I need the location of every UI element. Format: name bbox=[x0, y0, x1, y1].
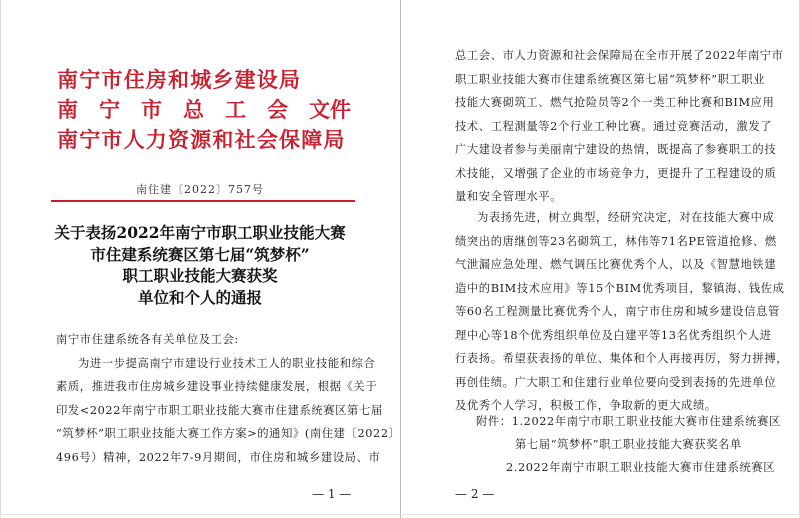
red-header-line bbox=[51, 200, 355, 202]
body-line: 总工会、市人力资源和社会保障局在全市开展了2022年南宁市 bbox=[455, 49, 784, 62]
document-number: 南住建〔2022〕757号 bbox=[136, 183, 264, 196]
page-number-1: — 1 — bbox=[312, 487, 352, 501]
page-number-2: — 2 — bbox=[455, 487, 495, 501]
body-line: 再创佳绩。广大职工和住建行业单位要向受到表扬的先进单位 bbox=[455, 375, 777, 389]
body-line: 术技能，又增强了企业的市场竞争力，更提升了工程建设的质 bbox=[455, 166, 777, 180]
issuer-hr-bureau: 南宁市人力资源和社会保障局 bbox=[57, 127, 346, 152]
body-line: 为进一步提高南宁市建设行业技术工人的职业技能和综合 bbox=[78, 356, 376, 370]
body-line: 量和安全管理水平。 bbox=[455, 190, 563, 203]
body-line: 广大建设者参与美丽南宁建设的热情，既提高了参赛职工的技 bbox=[455, 143, 777, 156]
document-title bbox=[0, 222, 400, 308]
title-line: 市住建系统赛区第七届“筑梦杯” bbox=[90, 244, 310, 264]
body-line: 496号）精神，2022年7-9月期间，市住房和城乡建设局、市 bbox=[56, 450, 381, 464]
title-line: 关于表扬2022年南宁市职工职业技能大赛 bbox=[54, 223, 346, 242]
issuer-char: 总 bbox=[183, 97, 204, 122]
page2-paragraph-1 bbox=[455, 44, 784, 209]
issuer-char: 南 bbox=[57, 97, 78, 122]
body-line: 印发<2022年南宁市职工职业技能大赛市住建系统赛区第七届 bbox=[56, 403, 383, 417]
body-line: 气泄漏应急处理、燃气调压比赛优秀个人，以及《智慧地铁建 bbox=[455, 258, 777, 271]
body-line: 为表扬先进，树立典型，经研究决定，对在技能大赛中成 bbox=[477, 211, 775, 224]
body-line: 行表扬。希望获表扬的单位、集体和个人再接再厉，努力拼搏， bbox=[455, 352, 789, 365]
title-line: 单位和个人的通报 bbox=[137, 287, 262, 307]
issuer-char: 宁 bbox=[99, 97, 120, 122]
body-line: 等60名工程测量比赛优秀个人，南宁市住房和城乡建设信息管 bbox=[455, 305, 780, 318]
body-line: 职工职业技能大赛市住建系统赛区第七届“筑梦杯”职工职业 bbox=[455, 72, 766, 86]
body-line: 及优秀个人学习，积极工作，争取新的更大成绩。 bbox=[455, 399, 717, 412]
issuer-char: 文件 bbox=[309, 97, 351, 122]
body-line: 技术、工程测量等2个行业工种比赛。通过竞赛活动，激发了 bbox=[455, 119, 773, 133]
body-line: “筑梦杯”职工职业技能大赛工作方案>的通知》(南住建〔2022〕 bbox=[56, 427, 401, 440]
attachment-1-continued: 第七届“筑梦杯”职工职业技能大赛获奖名单 bbox=[515, 438, 742, 451]
salutation: 南宁市住建系统各有关单位及工会: bbox=[56, 333, 239, 346]
title-line: 职工职业技能大赛获奖 bbox=[122, 266, 278, 285]
body-line: 素质，推进我市住房城乡建设事业持续健康发展，根据《关于 bbox=[56, 380, 378, 393]
body-line: 绩突出的唐继创等23名砌筑工，林伟等71名PE管道抢修、燃 bbox=[455, 234, 777, 248]
body-line: 造中的BIM技术应用》等15个BIM优秀项目，黎镇海、钱佐成 bbox=[455, 281, 785, 295]
page-bottom-edge bbox=[0, 514, 800, 515]
issuer-char: 市 bbox=[141, 97, 162, 122]
body-line: 理中心等18个优秀组织单位及白建平等13名优秀组织个人进 bbox=[455, 328, 772, 342]
page2-paragraph-2 bbox=[455, 206, 788, 418]
body-line: 技能大赛砌筑工、燃气抢险员等2个一类工种比赛和BIM应用 bbox=[455, 96, 775, 109]
attachment-2: 2.2022年南宁市职工职业技能大赛市住建系统赛区 bbox=[506, 461, 776, 474]
issuer-housing-bureau: 南宁市住房和城乡建设局 bbox=[57, 67, 302, 92]
issuer-char: 工 bbox=[225, 97, 246, 122]
issuer-char: 会 bbox=[267, 97, 288, 122]
issuer-trade-union-document bbox=[57, 94, 351, 124]
attachment-1: 附件：1.2022年南宁市职工职业技能大赛市住建系统赛区 bbox=[476, 415, 781, 428]
page1-body bbox=[56, 328, 401, 469]
